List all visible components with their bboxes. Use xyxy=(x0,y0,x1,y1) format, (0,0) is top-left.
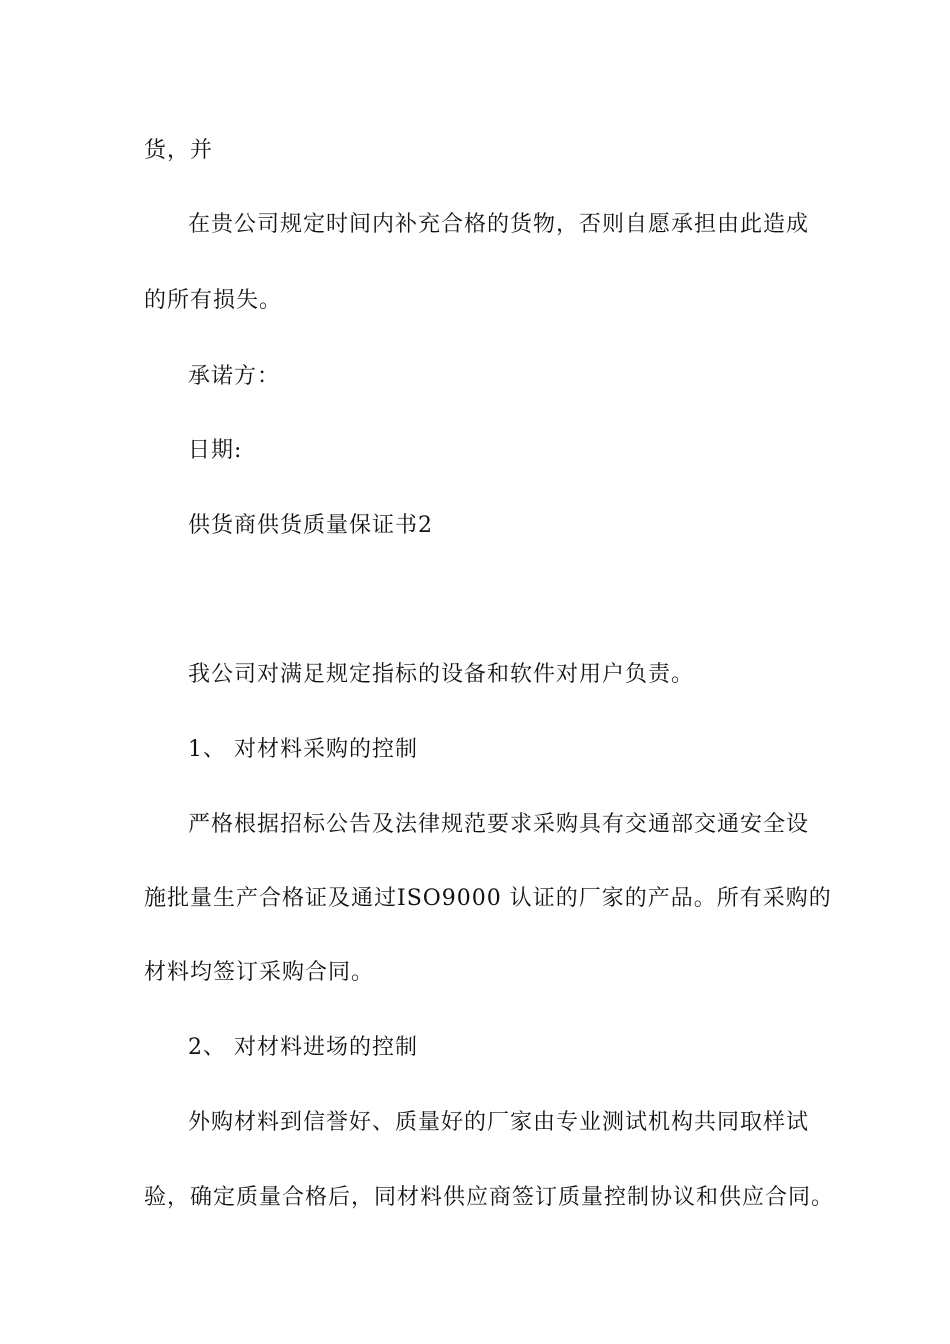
section-title: 供货商供货质量保证书2 xyxy=(188,513,433,538)
paragraph-line: 我公司对满足规定指标的设备和软件对用户负责。 xyxy=(188,662,695,687)
paragraph-line: 货，并 xyxy=(144,138,214,163)
signatory-label: 承诺方： xyxy=(188,364,281,389)
list-item-text: 对材料进场的控制 xyxy=(234,1035,419,1060)
paragraph-line: 施批量生产合格证及通过ISO9000 认证的厂家的产品。所有采购的 xyxy=(144,886,832,911)
list-item-number: 2、 xyxy=(188,1035,226,1060)
list-item xyxy=(188,1035,418,1061)
list-item-number: 1、 xyxy=(188,737,226,762)
date-label: 日期: xyxy=(188,438,243,463)
paragraph-line: 在贵公司规定时间内补充合格的货物，否则自愿承担由此造成 xyxy=(188,212,810,237)
paragraph-line: 的所有损失。 xyxy=(144,288,283,313)
list-item-text: 对材料采购的控制 xyxy=(234,737,419,762)
paragraph-line: 材料均签订采购合同。 xyxy=(144,960,375,985)
paragraph-line: 严格根据招标公告及法律规范要求采购具有交通部交通安全设 xyxy=(188,812,810,837)
list-item xyxy=(188,737,418,763)
paragraph-line: 外购材料到信誉好、质量好的厂家由专业测试机构共同取样试 xyxy=(188,1110,810,1135)
paragraph-line: 验，确定质量合格后，同材料供应商签订质量控制协议和供应合同。 xyxy=(144,1185,835,1210)
